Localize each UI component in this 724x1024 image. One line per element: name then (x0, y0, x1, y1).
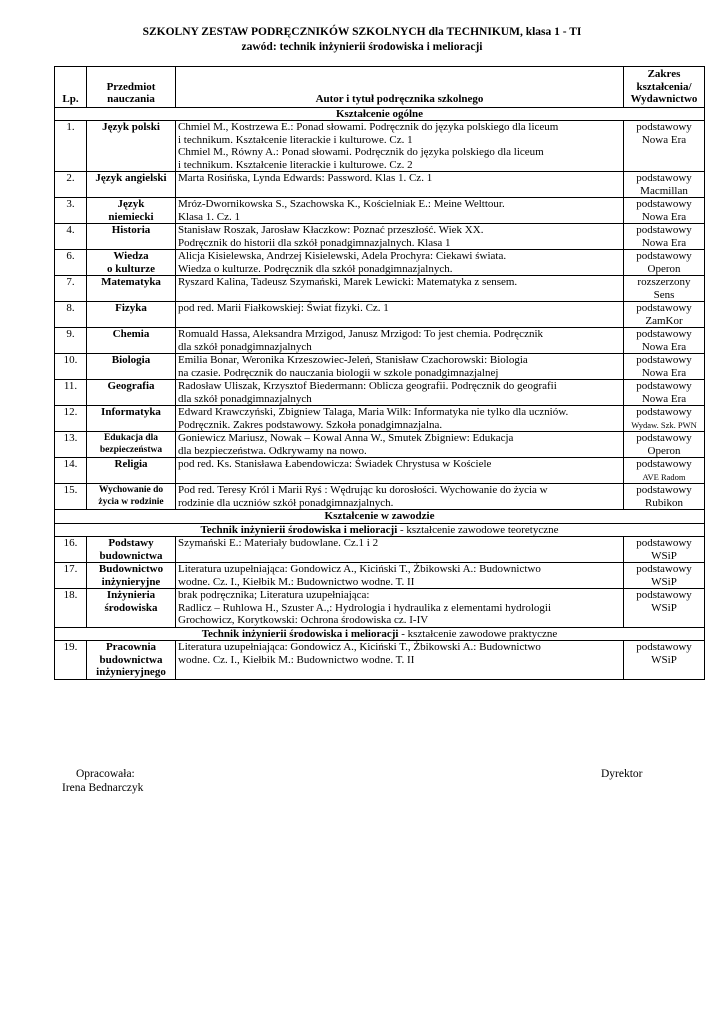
scope-cell (624, 172, 705, 198)
publisher: Nowa Era (641, 133, 687, 146)
scope-cell (624, 250, 705, 276)
subject-line: inżynieryjnego (96, 666, 166, 678)
scope-cell (624, 121, 705, 172)
publisher: Operon (647, 444, 681, 457)
scope-level: podstawowy (636, 563, 692, 575)
subject-line: budownictwa (99, 653, 163, 666)
subject-cell (87, 458, 176, 484)
subject-cell (87, 172, 176, 198)
prepared-by-label: Opracowała: (76, 768, 135, 780)
row-number: 10. (55, 354, 87, 380)
table-row (55, 406, 705, 432)
table-row (55, 328, 705, 354)
subject-line: życia w rodzinie (98, 497, 164, 507)
table-row (55, 641, 705, 680)
section-heading-vocational-row (55, 510, 705, 524)
publisher: Macmillan (640, 184, 688, 197)
scope-level: podstawowy (636, 302, 692, 314)
subject-line: niemiecki (108, 210, 154, 223)
column-header-lp: Lp. (55, 67, 87, 108)
book-cell (176, 250, 624, 276)
subject-line: Budownictwo (98, 563, 164, 575)
scope-level: podstawowy (636, 354, 692, 366)
scope-cell (624, 198, 705, 224)
row-number: 4. (55, 224, 87, 250)
section-heading-general: Kształcenie ogólne (55, 107, 705, 121)
scope-cell (624, 380, 705, 406)
scope-level: podstawowy (636, 380, 692, 392)
subject-line: Inżynieria (106, 589, 156, 601)
book-line: Romuald Hassa, Aleksandra Mrzigod, Janusz Mrzigod: To jest chemia. Podręcznik (178, 328, 544, 340)
book-cell (176, 354, 624, 380)
subject-line: Język (117, 198, 145, 210)
subject-line: Matematyka (101, 276, 161, 288)
subject-cell (87, 484, 176, 510)
subject-cell (87, 380, 176, 406)
subject-cell (87, 589, 176, 628)
book-cell (176, 276, 624, 302)
column-header-subject-line: Przedmiot (106, 80, 156, 93)
subject-line: Religia (114, 458, 148, 470)
subject-line: Chemia (112, 328, 150, 340)
book-line: Wiedza o kulturze. Podręcznik dla szkół ponadgimnazjalnych. (178, 262, 453, 275)
book-line: i technikum. Kształcenie literackie i kulturowe. Cz. 1 (178, 133, 413, 146)
publisher: Nowa Era (641, 392, 687, 405)
scope-level: podstawowy (636, 432, 692, 444)
column-header-scope-line: kształcenia/ (636, 80, 692, 93)
scope-level: podstawowy (636, 458, 692, 470)
scope-cell (624, 406, 705, 432)
table-row (55, 302, 705, 328)
row-number: 2. (55, 172, 87, 198)
column-header-scope-line: Wydawnictwo (630, 93, 698, 105)
row-number: 1. (55, 121, 87, 172)
table-row (55, 432, 705, 458)
publisher: WSiP (651, 549, 677, 562)
book-line: Literatura uzupełniająca: Gondowicz A., Kiciński T., Żbikowski A.: Budownictwo (178, 641, 541, 653)
column-header-scope-line: Zakres (647, 68, 681, 80)
book-line: Klasa 1. Cz. 1 (178, 210, 241, 223)
book-cell (176, 432, 624, 458)
row-number: 15. (55, 484, 87, 510)
publisher: ZamKor (645, 314, 683, 327)
publisher: Nowa Era (641, 366, 687, 379)
scope-level: podstawowy (636, 484, 692, 496)
book-cell (176, 198, 624, 224)
book-line: brak podręcznika; Literatura uzupełniająca: (178, 589, 370, 601)
scope-level: podstawowy (636, 121, 692, 133)
publisher: WSiP (651, 653, 677, 666)
table-row (55, 121, 705, 172)
book-line: i technikum. Kształcenie literackie i kulturowe. Cz. 2 (178, 158, 413, 171)
scope-cell (624, 432, 705, 458)
document-title: SZKOLNY ZESTAW PODRĘCZNIKÓW SZKOLNYCH dla TECHNIKUM, klasa 1 - TI (142, 26, 582, 38)
book-line: Podręcznik do historii dla szkół ponadgimnazjalnych. Klasa 1 (178, 236, 451, 249)
publisher: Wydaw. Szk. PWN (631, 419, 697, 430)
subject-line: Wychowanie do (98, 485, 164, 495)
scope-level: podstawowy (636, 198, 692, 210)
publisher: Operon (647, 262, 681, 275)
table-row (55, 563, 705, 589)
director-label: Dyrektor (601, 768, 643, 780)
prepared-by-name: Irena Bednarczyk (62, 782, 144, 794)
subject-line: o kulturze (107, 262, 155, 275)
book-cell (176, 458, 624, 484)
publisher: Nowa Era (641, 210, 687, 223)
subject-cell (87, 302, 176, 328)
book-line: pod red. Marii Fiałkowskiej: Świat fizyki. Cz. 1 (178, 302, 389, 314)
scope-level: podstawowy (636, 406, 692, 418)
scope-cell (624, 563, 705, 589)
column-header-book: Autor i tytuł podręcznika szkolnego (176, 67, 624, 108)
book-line: dla szkół ponadgimnazjalnych (178, 340, 312, 353)
publisher: Nowa Era (641, 340, 687, 353)
table-row (55, 224, 705, 250)
row-number: 18. (55, 589, 87, 628)
row-number: 13. (55, 432, 87, 458)
column-header-subject (87, 67, 176, 108)
subject-cell (87, 406, 176, 432)
book-cell (176, 121, 624, 172)
book-line: Pod red. Teresy Król i Marii Ryś : Wędrując ku dorosłości. Wychowanie do życia w (178, 484, 548, 496)
subject-line: Język angielski (95, 172, 167, 184)
table-header-row (55, 67, 705, 108)
book-line: Alicja Kisielewska, Andrzej Kisielewski, Adela Prochyra: Ciekawi świata. (178, 250, 507, 262)
scope-level: podstawowy (636, 172, 692, 184)
book-cell (176, 589, 624, 628)
book-line: pod red. Ks. Stanisława Łabendowicza: Świadek Chrystusa w Kościele (178, 458, 492, 470)
table-row (55, 380, 705, 406)
subject-line: Podstawy (108, 537, 154, 549)
book-cell (176, 328, 624, 354)
subject-line: Informatyka (101, 406, 161, 418)
book-line: Goniewicz Mariusz, Nowak – Kowal Anna W., Smutek Zbigniew: Edukacja (178, 432, 514, 444)
row-number: 16. (55, 537, 87, 563)
subject-line: Fizyka (115, 302, 147, 314)
subject-cell (87, 328, 176, 354)
column-header-scope (624, 67, 705, 108)
table-row (55, 537, 705, 563)
subsection-practice-row (55, 627, 705, 641)
subject-cell (87, 641, 176, 680)
subsection-theory (55, 523, 705, 537)
table-row (55, 589, 705, 628)
scope-level: podstawowy (636, 224, 692, 236)
book-line: Chmiel M., Równy A.: Ponad słowami. Podręcznik do języka polskiego dla liceum (178, 146, 544, 158)
book-line: rodzinie dla uczniów szkół ponadgimnazjalnych. (178, 496, 394, 509)
publisher: Sens (653, 288, 675, 301)
book-line: Emilia Bonar, Weronika Krzeszowiec-Jeleń, Stanisław Czachorowski: Biologia (178, 354, 528, 366)
subsection-theory-row (55, 523, 705, 537)
subsection-theory-bold: Technik inżynierii środowiska i melioracji (200, 523, 398, 536)
subject-line: budownictwa (99, 549, 163, 562)
scope-cell (624, 458, 705, 484)
book-line: Grochowicz, Korytkowski: Ochrona środowiska cz. I-IV (178, 614, 429, 626)
subject-cell (87, 354, 176, 380)
subject-line: Geografia (107, 380, 155, 392)
subject-cell (87, 432, 176, 458)
scope-level: podstawowy (636, 589, 692, 601)
book-cell (176, 302, 624, 328)
book-cell (176, 641, 624, 680)
row-number: 8. (55, 302, 87, 328)
scope-level: podstawowy (636, 537, 692, 549)
row-number: 7. (55, 276, 87, 302)
table-row (55, 484, 705, 510)
book-line: Literatura uzupełniająca: Gondowicz A., Kiciński T., Żbikowski A.: Budownictwo (178, 563, 541, 575)
publisher: Rubikon (645, 496, 683, 509)
scope-cell (624, 328, 705, 354)
scope-cell (624, 641, 705, 680)
book-cell (176, 172, 624, 198)
table-row (55, 354, 705, 380)
table-row (55, 198, 705, 224)
scope-cell (624, 302, 705, 328)
subject-line: Język polski (102, 121, 160, 133)
subject-cell (87, 224, 176, 250)
subsection-practice-bold: Technik inżynierii środowiska i melioracji (201, 627, 399, 640)
table-row (55, 458, 705, 484)
subject-line: Historia (111, 224, 151, 236)
subject-cell (87, 563, 176, 589)
row-number: 14. (55, 458, 87, 484)
book-cell (176, 563, 624, 589)
subject-line: inżynieryjne (101, 575, 161, 588)
book-cell (176, 380, 624, 406)
scope-cell (624, 537, 705, 563)
book-line: Chmiel M., Kostrzewa E.: Ponad słowami. Podręcznik do języka polskiego dla liceum (178, 121, 559, 133)
scope-cell (624, 276, 705, 302)
scope-cell (624, 589, 705, 628)
table-row (55, 276, 705, 302)
subject-cell (87, 198, 176, 224)
book-line: wodne. Cz. I., Kiełbik M.: Budownictwo wodne. T. II (178, 575, 415, 588)
row-number: 9. (55, 328, 87, 354)
book-line: Mróz-Dwornikowska S., Szachowska K., Kościelniak E.: Meine Welttour. (178, 198, 505, 210)
subject-cell (87, 250, 176, 276)
subsection-practice-rest: - kształcenie zawodowe praktyczne (398, 627, 558, 640)
book-line: Ryszard Kalina, Tadeusz Szymański, Marek Lewicki: Matematyka z sensem. (178, 276, 518, 288)
column-header-subject-line: nauczania (107, 93, 155, 105)
table-row (55, 250, 705, 276)
book-line: Stanisław Roszak, Jarosław Kłaczkow: Poznać przeszłość. Wiek XX. (178, 224, 484, 236)
book-line: Edward Krawczyński, Zbigniew Talaga, Maria Wilk: Informatyka nie tylko dla uczniów. (178, 406, 569, 418)
book-cell (176, 224, 624, 250)
book-line: Radlicz – Ruhlowa H., Szuster A.,: Hydrologia i hydraulika z elementami hydrologii (178, 601, 552, 614)
publisher: AVE Radom (642, 471, 686, 482)
row-number: 6. (55, 250, 87, 276)
subsection-practice (55, 627, 705, 641)
scope-cell (624, 224, 705, 250)
scope-level: podstawowy (636, 641, 692, 653)
subject-line: Wiedza (113, 250, 149, 262)
subject-line: Pracownia (105, 641, 157, 653)
subject-line: Edukacja dla (103, 433, 159, 443)
book-line: dla bezpieczeństwa. Odkrywamy na nowo. (178, 444, 367, 457)
book-line: na czasie. Podręcznik do nauczania biologii w szkole ponadgimnazjalnej (178, 366, 499, 379)
subject-cell (87, 121, 176, 172)
textbook-table (54, 66, 705, 680)
book-line: dla szkół ponadgimnazjalnych (178, 392, 312, 405)
scope-cell (624, 354, 705, 380)
row-number: 17. (55, 563, 87, 589)
subject-line: bezpieczeństwa (99, 445, 163, 455)
book-line: Marta Rosińska, Lynda Edwards: Password. Klas 1. Cz. 1 (178, 172, 433, 184)
document-subtitle: zawód: technik inżynierii środowiska i melioracji (241, 41, 483, 53)
book-cell (176, 484, 624, 510)
subject-cell (87, 276, 176, 302)
scope-level: podstawowy (636, 250, 692, 262)
book-cell (176, 406, 624, 432)
section-row-general (55, 107, 705, 121)
row-number: 19. (55, 641, 87, 680)
table-row (55, 172, 705, 198)
subject-line: środowiska (104, 601, 158, 614)
publisher: WSiP (651, 575, 677, 588)
row-number: 3. (55, 198, 87, 224)
scope-level: podstawowy (636, 328, 692, 340)
scope-level: rozszerzony (637, 276, 691, 288)
book-line: Radosław Uliszak, Krzysztof Biedermann: Oblicza geografii. Podręcznik do geografii (178, 380, 557, 392)
book-line: Szymański E.: Materiały budowlane. Cz.1 i 2 (178, 537, 379, 549)
subject-cell (87, 537, 176, 563)
book-line: Podręcznik. Zakres podstawowy. Szkoła ponadgimnazjalna. (178, 418, 443, 431)
subject-line: Biologia (111, 354, 151, 366)
book-cell (176, 537, 624, 563)
section-heading-vocational: Kształcenie w zawodzie (55, 510, 705, 524)
row-number: 12. (55, 406, 87, 432)
subsection-theory-rest: - kształcenie zawodowe teoretyczne (397, 523, 559, 536)
publisher: WSiP (651, 601, 677, 614)
publisher: Nowa Era (641, 236, 687, 249)
scope-cell (624, 484, 705, 510)
row-number: 11. (55, 380, 87, 406)
book-line: wodne. Cz. I., Kiełbik M.: Budownictwo wodne. T. II (178, 653, 415, 666)
